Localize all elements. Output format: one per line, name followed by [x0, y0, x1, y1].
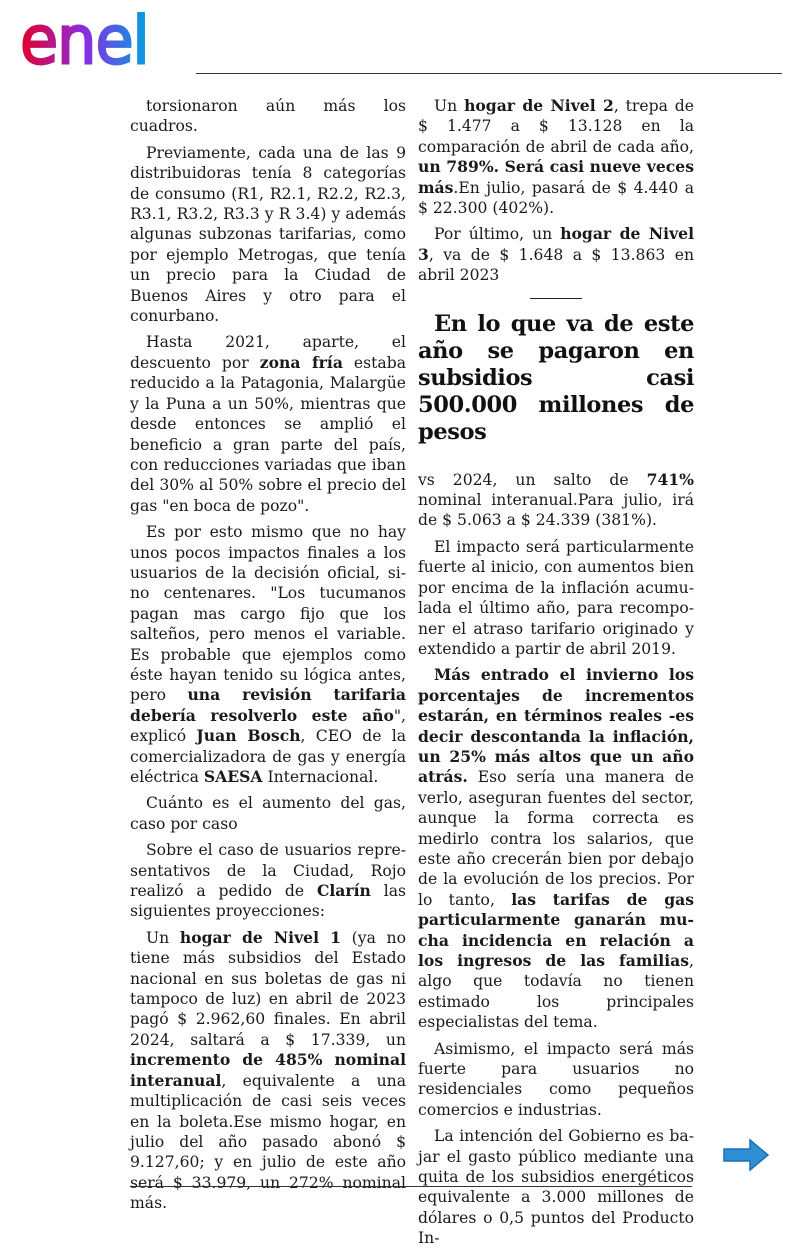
- article-paragraph: [418, 96, 694, 218]
- right-column: [418, 96, 694, 1255]
- right-column-top: [418, 96, 694, 286]
- text-run: , trepa de $ 1.477 a $ 13.128 en la comparación de abril de cada año,: [418, 97, 694, 156]
- article-paragraph: [418, 537, 694, 659]
- bold-text: SAESA: [203, 767, 263, 786]
- logo-wordmark: enel: [20, 6, 149, 70]
- article-paragraph: [418, 1126, 694, 1248]
- text-run: Hasta 2021, aparte, el descuento por: [130, 333, 406, 372]
- text-run: (ya no tiene más subsidios del Estado nacional en sus boletas de gas ni tampoco de luz) en abril de 2023 pagó $ 2.962,60 finales. En abril 2024, saltará a $ 17.339, un: [130, 928, 406, 1049]
- bold-text: zona fría: [259, 352, 343, 372]
- text-run: El impacto será particularmente fuerte al inicio, con aumentos bien por encima de la inflación acumulada el último año, para recomponer el atraso tarifario originado y extendido a partir de abril 2019.: [418, 537, 694, 658]
- next-page-arrow-icon[interactable]: [722, 1138, 770, 1172]
- bold-text: hogar de Nivel 1: [179, 927, 342, 947]
- text-run: , equivalente a una multiplicación de casi seis veces en la boleta.Ese mismo hogar, en julio del año pasado abonó $ 9.127,60; y en julio de este año será $ 33.979, un 272% nominal más.: [130, 1071, 406, 1213]
- text-run: vs 2024, un salto de: [418, 470, 647, 489]
- article-paragraph: [130, 96, 406, 137]
- bold-text: 741%: [646, 469, 694, 489]
- text-run: Sobre el caso de usuarios representativos de la Ciudad, Rojo realizó a pedido de: [130, 841, 406, 901]
- right-column-bottom: [418, 470, 694, 1249]
- bold-text: hogar de Nivel 2: [464, 96, 614, 115]
- article-paragraph: [418, 470, 694, 531]
- text-run: nominal interanual.Para julio, irá de $ 5.063 a $ 24.339 (381%).: [418, 491, 694, 530]
- footer-rule: [130, 1186, 692, 1187]
- text-run: Es por esto mismo que no hay unos pocos impactos finales a los usuarios de la decisión oficial, sino centenares. "Los tucumanos pagan mas cargo fijo que los salteños, pero menos el variable. Es probable que ejemplos como éste hayan tenido su lógica antes, pero: [130, 523, 406, 705]
- text-run: Un: [434, 97, 465, 115]
- text-run: , algo que todavía no tienen estimado los principales especialistas del tema.: [418, 952, 694, 1032]
- bold-text: incremento de 485% nominal interanual: [130, 1050, 406, 1090]
- article-paragraph: [130, 928, 406, 1214]
- bold-text: Juan Bosch: [196, 726, 301, 746]
- article-paragraph: [130, 522, 406, 787]
- enel-logo: [18, 6, 193, 70]
- text-run: ", explicó: [130, 706, 406, 746]
- bold-text: las tarifas de gas particularmente ganarán mucha incidencia en relación a los ingresos de las familias: [418, 889, 694, 970]
- text-run: estaba reducido a la Patagonia, Malargüe y la Puna a un 50%, mientras que desde entonces se amplió el beneficio a gran parte del país, con reducciones variadas que iban del 30% al 50% sobre el precio del gas "en boca de pozo".: [130, 353, 407, 515]
- header-rule: [196, 73, 782, 74]
- article-paragraph: [130, 332, 406, 516]
- text-run: Cuánto es el aumento del gas, caso por caso: [130, 794, 406, 833]
- article-paragraph: [130, 793, 406, 834]
- pull-quote-rule: [530, 298, 582, 299]
- bold-text: Clarín: [316, 881, 371, 901]
- bold-text: hogar de Nivel 3: [418, 224, 694, 264]
- article-paragraph: [418, 1039, 694, 1121]
- text-run: La intención del Gobierno es bajar el gasto público mediante una quita de los subsidios energéticos equivalente a 3.000 millones de dólares o 0,5 puntos del Producto In-: [418, 1127, 694, 1248]
- pull-quote-block: [418, 298, 694, 446]
- text-run: Un: [146, 928, 180, 947]
- bold-text: un 789%. Será casi nueve veces más: [418, 157, 694, 197]
- text-run: Internacional.: [262, 768, 379, 786]
- pull-quote: En lo que va de este año se pagaron en subsidios casi 500.000 millones de pesos: [418, 310, 694, 445]
- text-run: , va de $ 1.648 a $ 13.863 en abril 2023: [418, 245, 694, 285]
- article-paragraph: [130, 143, 406, 327]
- text-run: .En julio, pasará de $ 4.440 a $ 22.300 (402%).: [418, 178, 694, 218]
- article-paragraph: [130, 840, 406, 922]
- bold-text: Más entrado el invierno los porcentajes de incrementos estarán, en términos reales -es decir descontanda la inflación, un 25% más altos que un año atrás.: [418, 665, 694, 787]
- text-run: Eso sería una manera de verlo, aseguran fuentes del sector, aunque la forma correcta es medirlo contra los salarios, que este año crecerán bien por debajo de la evolución de los precios. Por lo tanto,: [418, 768, 694, 909]
- text-run: Por último, un: [434, 225, 561, 244]
- text-run: Asimismo, el impacto será más fuerte para usuarios no residenciales como pequeños comercios e industrias.: [418, 1039, 694, 1119]
- text-run: Previamente, cada una de las 9 distribuidoras tenía 8 categorías de consumo (R1, R2.1, R2.2, R2.3, R3.1, R3.2, R3.3 y R 3.4) y además algunas subzonas tarifarias, como por ejemplo Metrogas, que tenía un precio para la Ciudad de Buenos Aires y otro para el conurbano.: [130, 143, 406, 326]
- text-run: torsionaron aún más los cuadros.: [130, 97, 406, 136]
- article-paragraph: [418, 224, 694, 285]
- article-paragraph: [418, 665, 694, 1032]
- text-run: las siguientes proyecciones:: [130, 882, 406, 921]
- bold-text: una revisión tarifaria debería resolverlo este año: [130, 685, 406, 725]
- text-run: , CEO de la comercializadora de gas y energía eléctrica: [130, 727, 407, 786]
- left-column: [130, 96, 406, 1220]
